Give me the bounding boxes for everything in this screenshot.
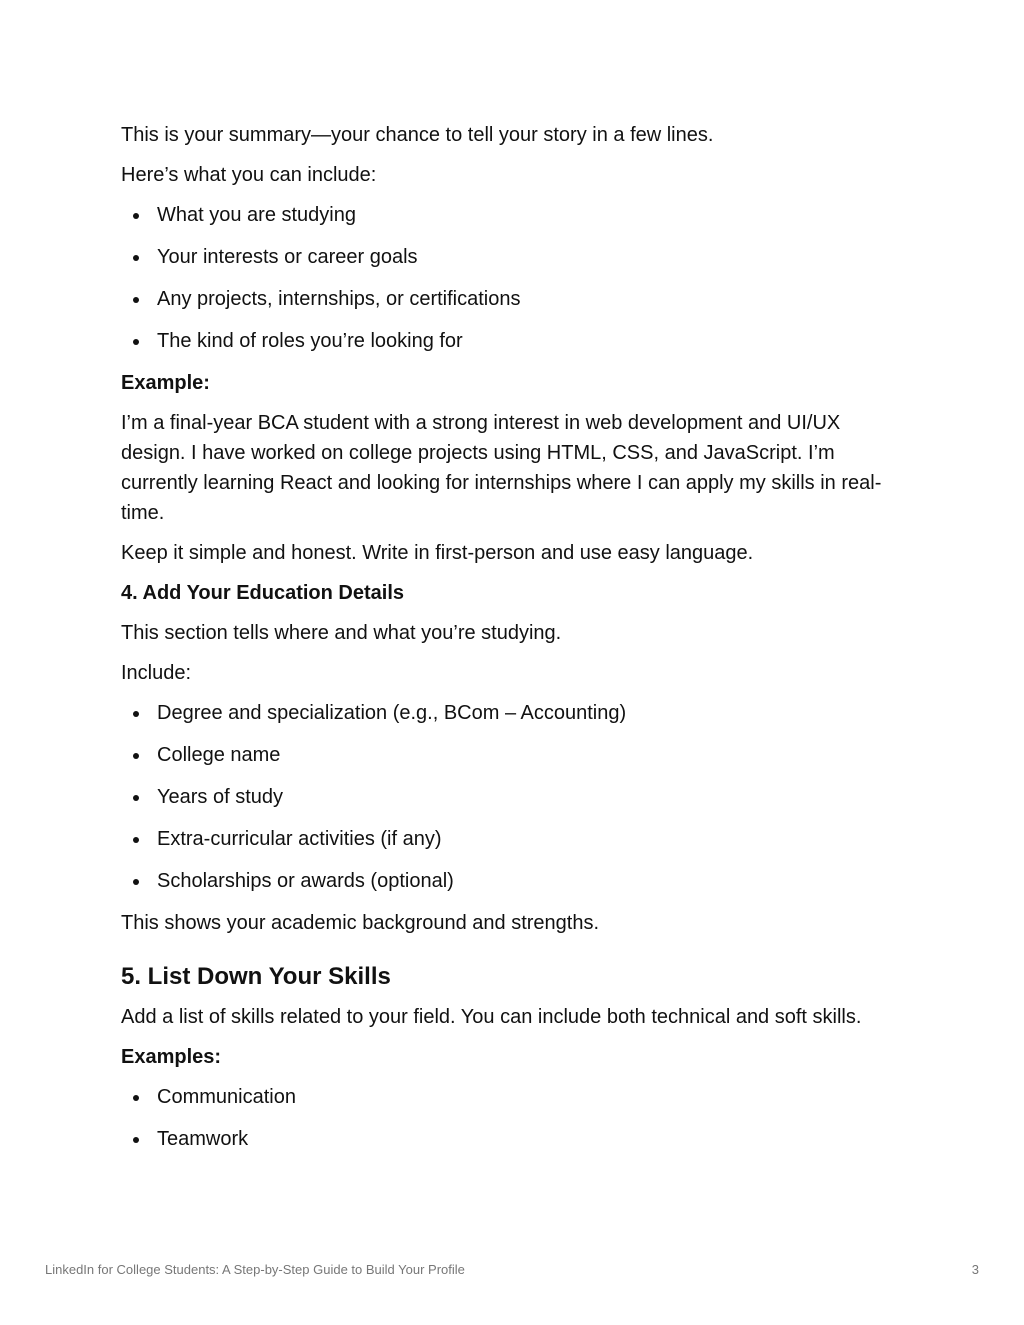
education-intro: This section tells where and what you’re studying.	[121, 622, 562, 644]
skills-list	[121, 1082, 901, 1154]
summary-list	[121, 200, 901, 356]
education-heading: 4. Add Your Education Details	[121, 582, 405, 604]
list-item: Scholarships or awards (optional)	[121, 866, 901, 896]
footer-title: LinkedIn for College Students: A Step-by-Step Guide to Build Your Profile	[45, 1262, 465, 1277]
list-item: The kind of roles you’re looking for	[121, 326, 901, 356]
skills-heading: 5. List Down Your Skills	[121, 963, 391, 990]
education-closing: This shows your academic background and strengths.	[121, 912, 600, 934]
list-item: Years of study	[121, 782, 901, 812]
example-label: Example:	[121, 372, 210, 394]
page-footer	[45, 1262, 979, 1280]
document-body	[121, 120, 901, 1166]
summary-include-label: Here’s what you can include:	[121, 164, 377, 186]
list-item: What you are studying	[121, 200, 901, 230]
list-item: Communication	[121, 1082, 901, 1112]
education-list	[121, 698, 901, 896]
list-item: Degree and specialization (e.g., BCom – Accounting)	[121, 698, 901, 728]
example-text: I’m a final-year BCA student with a strong interest in web development and UI/UX design. I have worked on college projects using HTML, CSS, and JavaScript. I’m currently learning React and looking for internships where I can apply my skills in real-time.	[121, 412, 882, 524]
list-item: College name	[121, 740, 901, 770]
summary-advice: Keep it simple and honest. Write in first-person and use easy language.	[121, 542, 754, 564]
list-item: Teamwork	[121, 1124, 901, 1154]
list-item: Any projects, internships, or certifications	[121, 284, 901, 314]
education-include-label: Include:	[121, 662, 192, 684]
examples-label: Examples:	[121, 1046, 222, 1068]
list-item: Your interests or career goals	[121, 242, 901, 272]
page-number: 3	[971, 1262, 979, 1277]
skills-intro: Add a list of skills related to your field. You can include both technical and soft skills.	[121, 1006, 862, 1028]
list-item: Extra-curricular activities (if any)	[121, 824, 901, 854]
summary-intro: This is your summary—your chance to tell your story in a few lines.	[121, 124, 714, 146]
